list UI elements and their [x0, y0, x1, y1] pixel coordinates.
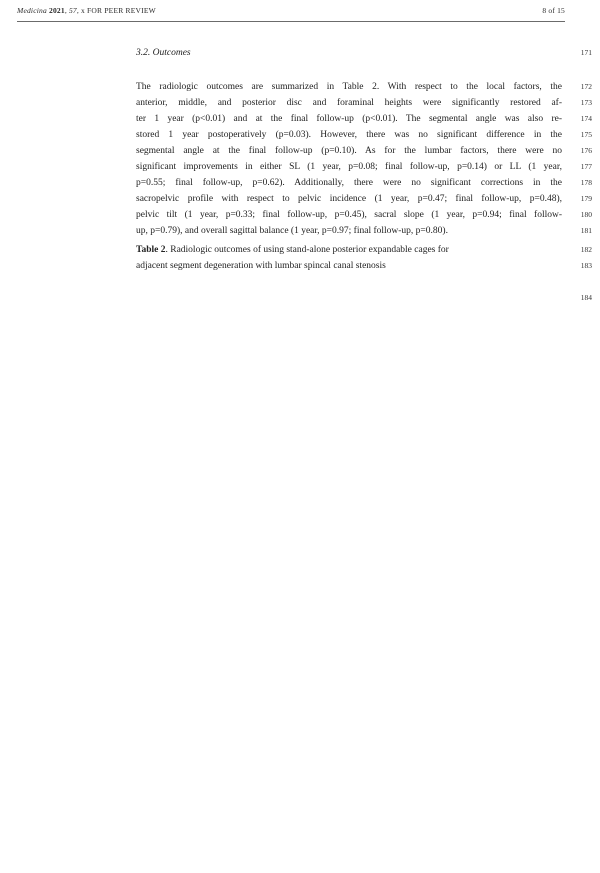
citation-separator: ,: [64, 6, 69, 15]
paragraph-line: [136, 127, 592, 143]
section-heading-row: [136, 45, 592, 61]
paragraph-line: [136, 191, 592, 207]
header-divider: [17, 21, 565, 22]
table-caption-text: . Radiologic outcomes of using stand-alone posterior expandable cages for: [165, 245, 449, 255]
line-number: 173: [580, 98, 592, 107]
trailing-line: [136, 284, 592, 300]
caption-line-text: [136, 242, 562, 258]
running-header: [17, 6, 565, 15]
paragraph-line-text: stored 1 year postoperatively (p=0.03). However, there was no significant difference in the: [136, 130, 562, 140]
paragraph-line-text: p=0.55; final follow-up, p=0.62). Additionally, there were no significant corrections in the: [136, 178, 562, 188]
paragraph-line: [136, 159, 592, 175]
line-number: 181: [580, 226, 592, 235]
paragraph-line-text: anterior, middle, and posterior disc and foraminal heights were significantly restored af-: [136, 98, 562, 108]
paragraph-line: [136, 207, 592, 223]
line-number: 171: [580, 48, 592, 57]
line-number: 174: [580, 114, 592, 123]
paragraph-line: [136, 95, 592, 111]
paragraph-line-text: pelvic tilt (1 year, p=0.33; final follow-up, p=0.45), sacral slope (1 year, p=0.94; final follow-: [136, 210, 562, 220]
paragraph-line: [136, 143, 592, 159]
line-number: 182: [580, 245, 592, 254]
caption-line-text: adjacent segment degeneration with lumbar spincal canal stenosis: [136, 261, 386, 271]
peer-review-label: , x FOR PEER REVIEW: [76, 6, 156, 15]
section-heading: 3.2. Outcomes: [136, 48, 191, 58]
line-number: 183: [580, 261, 592, 270]
paragraph-line-text: ter 1 year (p<0.01) and at the final follow-up (p<0.01). The segmental angle was also re-: [136, 114, 562, 124]
line-number: 172: [580, 82, 592, 91]
journal-name: Medicina: [17, 6, 49, 15]
table-caption: [136, 242, 592, 274]
paragraph-line: [136, 111, 592, 127]
paragraph-line-text: up, p=0.79), and overall sagittal balance (1 year, p=0.97; final follow-up, p=0.80).: [136, 226, 448, 236]
paragraph-line: [136, 79, 592, 95]
line-number: 178: [580, 178, 592, 187]
paragraph-line: [136, 175, 592, 191]
table-caption-label: Table 2: [136, 245, 166, 255]
caption-line: [136, 258, 592, 274]
line-number: 180: [580, 210, 592, 219]
paragraph-line-text: segmental angle at the final follow-up (p=0.10). As for the lumbar factors, there were no: [136, 146, 562, 156]
paragraph-line-text: significant improvements in either SL (1 year, p=0.08; final follow-up, p=0.14) or LL (1 year,: [136, 162, 562, 172]
page-number-indicator: 8 of 15: [542, 6, 565, 15]
line-number: 176: [580, 146, 592, 155]
trailing-line-text: [136, 284, 562, 300]
journal-year: 2021: [49, 6, 65, 15]
trailing-line-row: [136, 284, 592, 300]
paragraph-line: [136, 223, 592, 239]
body-paragraph: [136, 79, 592, 239]
journal-volume: 57: [68, 6, 77, 15]
line-number: 175: [580, 130, 592, 139]
line-number: 184: [580, 293, 592, 302]
paragraph-line-text: sacropelvic profile with respect to pelvic incidence (1 year, p=0.47; final follow-up, p=0.48),: [136, 194, 562, 204]
caption-line: [136, 242, 592, 258]
line-number: 179: [580, 194, 592, 203]
line-number: 177: [580, 162, 592, 171]
journal-citation: [17, 6, 156, 15]
paragraph-line-text: The radiologic outcomes are summarized in Table 2. With respect to the local factors, the: [136, 82, 562, 92]
manuscript-column: [136, 45, 592, 300]
